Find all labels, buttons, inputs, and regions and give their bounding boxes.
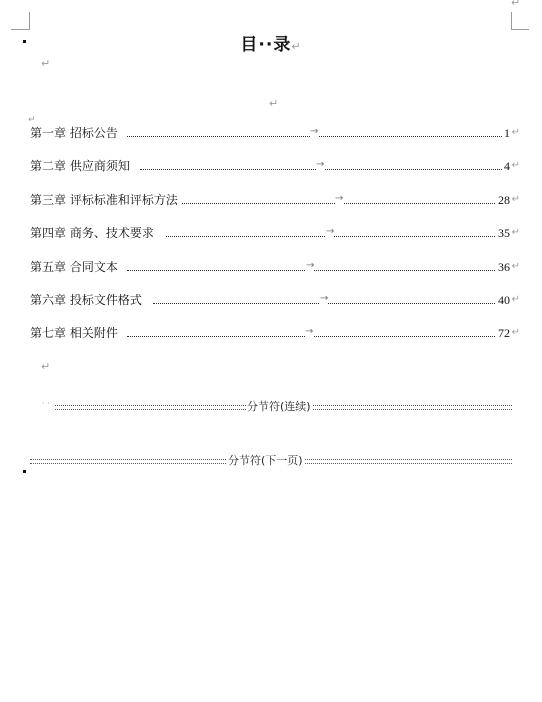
tab-arrow-icon: → — [305, 324, 313, 340]
paragraph-mark-icon: ↵ — [28, 115, 36, 125]
paragraph-bullet — [23, 470, 26, 473]
paragraph-mark-icon: ↵ — [511, 127, 520, 138]
paragraph-mark-icon: ↵ — [511, 194, 520, 205]
top-right-edge-mark: ↵ — [511, 0, 521, 9]
paragraph-mark-icon: ↵ — [269, 97, 279, 110]
toc-entry-label: 第二章 供应商须知 — [30, 159, 130, 173]
crop-mark-top-right-v — [511, 12, 512, 30]
tab-dots-icon: · · — [42, 399, 50, 408]
toc-entry-label: 第五章 合同文本 — [30, 260, 118, 274]
paragraph-mark-icon: ↵ — [41, 360, 51, 373]
tab-arrow-icon: → — [306, 258, 314, 274]
section-break-label: 分节符(连续) — [247, 400, 311, 413]
tab-arrow-icon: → — [320, 291, 328, 307]
paragraph-mark-icon: ↵ — [511, 294, 520, 305]
toc-page-number: 35 — [498, 226, 510, 240]
section-break-label: 分节符(下一页) — [228, 454, 303, 467]
toc-entry-7[interactable] — [30, 325, 520, 341]
toc-entry-4[interactable] — [30, 225, 520, 241]
toc-page-number: 36 — [498, 260, 510, 274]
paragraph-mark-icon: ↵ — [511, 160, 520, 171]
toc-entry-label: 第一章 招标公告 — [30, 126, 118, 140]
toc-entry-1[interactable] — [30, 125, 520, 141]
toc-page-number: 4 — [504, 159, 510, 173]
toc-entry-2[interactable] — [30, 158, 520, 174]
toc-entry-label: 第六章 投标文件格式 — [30, 293, 142, 307]
toc-page-number: 72 — [498, 326, 510, 340]
paragraph-mark-icon: ↵ — [511, 227, 520, 238]
paragraph-mark-icon: ↵ — [291, 40, 302, 53]
toc-entry-label: 第三章 评标标准和评标方法 — [30, 193, 178, 207]
paragraph-mark-icon: ↵ — [511, 327, 520, 338]
toc-entry-5[interactable] — [30, 259, 520, 275]
tab-arrow-icon: → — [335, 191, 343, 207]
toc-entry-3[interactable] — [30, 192, 520, 208]
toc-page-number: 40 — [498, 293, 510, 307]
page-title: 目··录↵ — [240, 35, 302, 55]
toc-entry-6[interactable] — [30, 292, 520, 308]
tab-arrow-icon: → — [310, 124, 318, 140]
crop-mark-top-left-v — [29, 12, 30, 30]
paragraph-mark-icon: ↵ — [511, 261, 520, 272]
toc-entry-label: 第四章 商务、技术要求 — [30, 226, 154, 240]
toc-entry-label: 第七章 相关附件 — [30, 326, 118, 340]
toc-page-number: 1 — [504, 126, 510, 140]
section-break-next-page — [30, 454, 512, 468]
section-break-continuous — [55, 400, 512, 414]
toc-page-number: 28 — [498, 193, 510, 207]
tab-arrow-icon: → — [316, 157, 324, 173]
tab-arrow-icon: → — [326, 224, 334, 240]
paragraph-mark-icon: ↵ — [41, 57, 51, 70]
